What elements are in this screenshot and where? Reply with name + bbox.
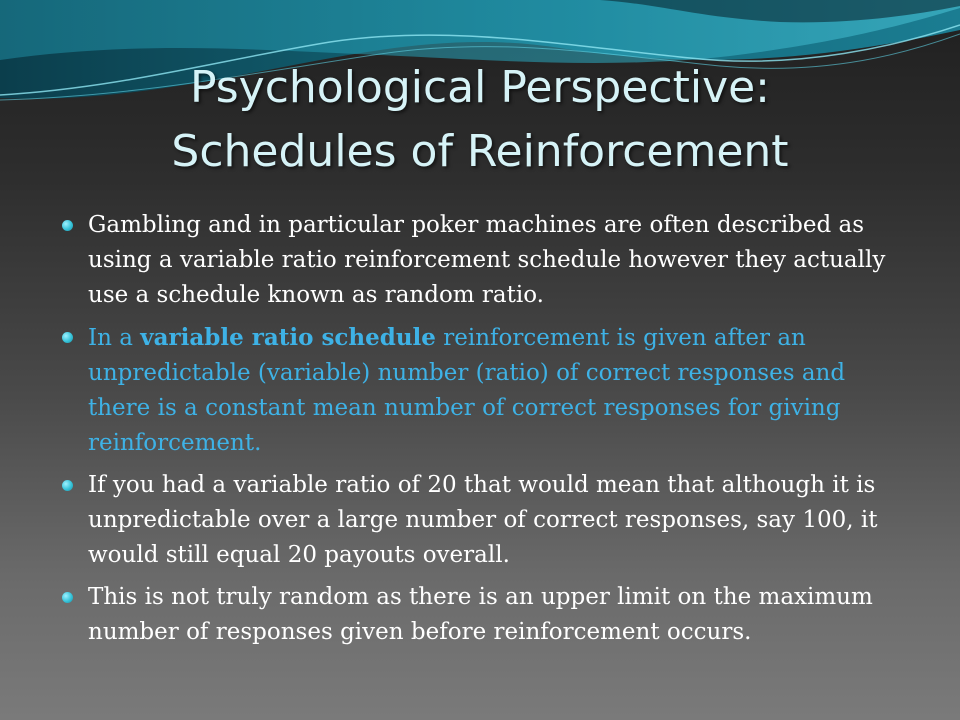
bullet-text-prefix: In a [88, 325, 141, 351]
slide-title-line-1: Psychological Perspective: [189, 62, 771, 113]
bullet-dot-icon [62, 480, 73, 491]
bullet-text: This is not truly random as there is an upper limit on the maximum number of responses given before reinforcement occurs. [88, 584, 873, 645]
slide-title-line-2: Schedules of Reinforcement [171, 126, 789, 177]
bullet-dot-icon [62, 220, 73, 231]
bullet-item-2 [62, 320, 912, 461]
bullet-text-emphasis: variable ratio schedule [140, 324, 436, 351]
bullet-list [62, 208, 912, 657]
bullet-dot-icon [62, 332, 73, 343]
bullet-text: Gambling and in particular poker machines are often described as using a variable ratio reinforcement schedule however they actually use a schedule known as random ratio. [88, 212, 886, 308]
bullet-text-suffix: reinforcement is given after an unpredictable (variable) number (ratio) of correct responses and there is a constant mean number of correct responses for giving reinforcement. [88, 325, 846, 456]
bullet-dot-icon [62, 592, 73, 603]
bullet-item-4 [62, 580, 912, 650]
bullet-text: If you had a variable ratio of 20 that would mean that although it is unpredictable over a large number of correct responses, say 100, it would still equal 20 payouts overall. [88, 472, 878, 568]
slide-title [0, 56, 960, 184]
bullet-item-1 [62, 208, 912, 313]
bullet-item-3 [62, 468, 912, 573]
